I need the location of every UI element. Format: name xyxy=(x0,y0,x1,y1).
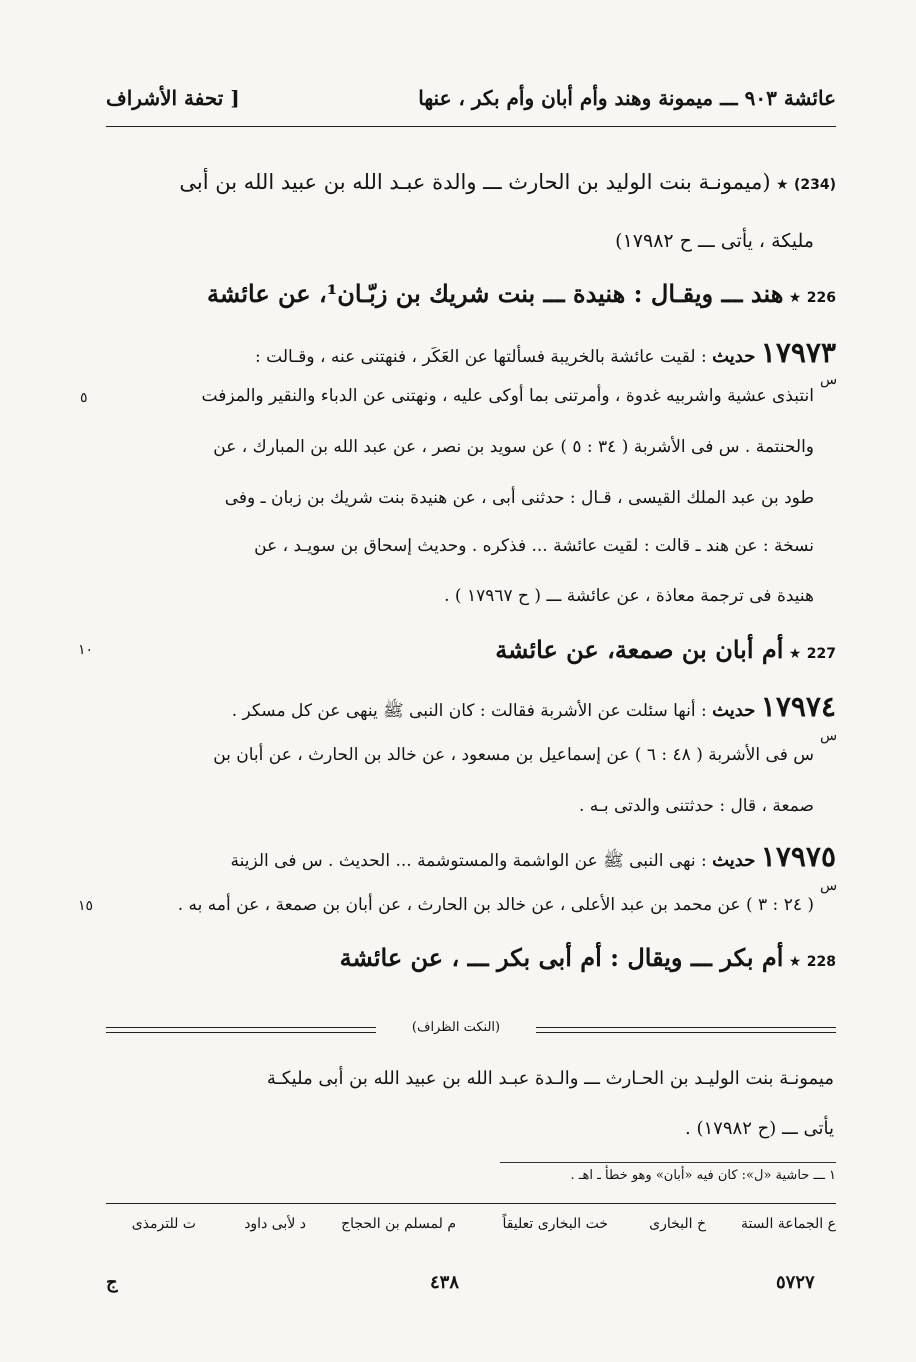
margin-line-number: ١٥ xyxy=(78,898,94,914)
entry-234-line-2 xyxy=(76,230,836,253)
entry-234-line-1 xyxy=(76,170,836,195)
nukat-text: ميمونـة بنت الوليـد بن الحـارث ـــ والـدة عبـد الله بن عبيد الله بن أبى مليكـة xyxy=(266,1068,834,1089)
footer-rule xyxy=(106,1203,836,1204)
hadith-17973-line-3 xyxy=(76,437,836,457)
star-icon: ★ xyxy=(788,646,802,662)
hadith-17973-line-1 xyxy=(76,336,836,370)
entry-228-title xyxy=(76,944,836,973)
hadith-17974-line-3 xyxy=(76,796,836,816)
entry-text: (ميمونـة بنت الوليد بن الحارث ـــ والدة عبـد الله بن عبيد الله بن أبى xyxy=(179,170,771,194)
hadith-number: ١٧٩٧٤ xyxy=(760,690,836,723)
footer-number-right: ٥٧٢٧ xyxy=(776,1272,815,1293)
margin-sigla: س xyxy=(820,372,838,388)
abbreviation-item: ت للترمذى xyxy=(131,1216,196,1232)
margin-line-number: ٥ xyxy=(80,390,88,406)
separator-rule xyxy=(106,1027,376,1033)
nukat-line-1 xyxy=(76,1068,836,1090)
hadith-number: ١٧٩٧٥ xyxy=(760,840,836,873)
header-rule xyxy=(106,126,836,127)
hadith-17974-line-2 xyxy=(76,745,836,765)
hadith-text: : لقيت عائشة بالخريبة فسألتها عن العَكَر ، فنهتنى عنه ، وقـالت : xyxy=(255,347,707,367)
hadith-label: حديث xyxy=(712,850,756,871)
entry-227-title xyxy=(76,636,836,665)
star-icon: ★ xyxy=(788,954,802,970)
abbreviation-item: ع الجماعة الستة xyxy=(740,1216,836,1232)
hadith-text: س فى الأشربة ( ٤٨ : ٦ ) عن إسماعيل بن مسعود ، عن خالد بن الحارث ، عن أبان بن xyxy=(213,745,814,765)
footnote-rule xyxy=(500,1162,836,1163)
margin-line-number: ١٠ xyxy=(78,642,94,658)
hadith-number: ١٧٩٧٣ xyxy=(760,336,836,369)
separator-rule xyxy=(536,1027,836,1033)
abbreviation-item: م لمسلم بن الحجاج xyxy=(341,1216,456,1232)
nukat-text: يأتى ـــ (ح ١٧٩٨٢) . xyxy=(685,1118,834,1139)
hadith-text: نسخة : عن هند ـ قالت : لقيت عائشة ... فذكره . وحديث إسحاق بن سويـد ، عن xyxy=(254,536,814,556)
hadith-text: ( ٢٤ : ٣ ) عن محمد بن عبد الأعلى ، عن خالد بن الحارث ، عن أبان بن صمعة ، عن أمه به . xyxy=(177,895,814,915)
hadith-17973-line-2 xyxy=(76,386,836,406)
hadith-label: حديث xyxy=(712,346,756,367)
header-title: عائشة ٩٠٣ ـــ ميمونة وهند وأم أبان وأم بكر ، عنها xyxy=(418,86,836,110)
hadith-17974-line-1 xyxy=(76,690,836,724)
running-header xyxy=(106,86,836,120)
star-icon: ★ xyxy=(788,290,802,306)
entry-title: أم بكر ـــ ويقال : أم أبى بكر ـــ ، عن عائشة xyxy=(339,943,784,972)
entry-226-title xyxy=(76,280,836,309)
nukat-line-2 xyxy=(76,1118,836,1140)
hadith-label: حديث xyxy=(712,700,756,721)
star-icon: ★ xyxy=(776,177,789,193)
hadith-text: طود بن عبد الملك القيسى ، قـال : حدثنى أبى ، عن هنيدة بنت شريك بن زبان ـ وفى xyxy=(224,488,814,508)
hadith-17973-line-5 xyxy=(76,536,836,556)
hadith-17975-line-1 xyxy=(76,840,836,874)
hadith-17973-line-6 xyxy=(76,586,836,606)
entry-number: 227 xyxy=(806,646,836,662)
entry-text: مليكة ، يأتى ـــ ح ١٧٩٨٢) xyxy=(615,230,814,252)
entry-number: 228 xyxy=(806,954,836,970)
abbreviation-item: خ البخارى xyxy=(649,1216,706,1232)
abbreviation-item: خت البخارى تعليقاً xyxy=(502,1216,608,1232)
entry-number: (234) xyxy=(793,177,836,193)
hadith-text: : نهى النبى ﷺ عن الواشمة والمستوشمة ... الحديث . س فى الزينة xyxy=(230,851,707,871)
nukat-separator xyxy=(106,1020,836,1040)
hadith-text: هنيدة فى ترجمة معاذة ، عن عائشة ـــ ( ح ١٧٩٦٧ ) . xyxy=(444,586,814,606)
hadith-text: والحنتمة . س فى الأشربة ( ٣٤ : ٥ ) عن سويد بن نصر ، عن عبد الله بن المبارك ، عن xyxy=(213,437,814,457)
entry-title: هند ـــ ويقـال : هنيدة ـــ بنت شريك بن زبّـان¹، عن عائشة xyxy=(207,279,784,308)
hadith-text: انتبذى عشية واشربيه غدوة ، وأمرتنى بما أوكى عليه ، ونهتنى عن الدباء والنقير والمزفت xyxy=(201,386,814,406)
footnote-text: ١ ـــ حاشية «ل»: كان فيه «أبان» وهو خطأ ـ اهـ . xyxy=(570,1168,836,1183)
separator-title: (النكت الظراف) xyxy=(411,1020,501,1035)
abbreviation-item: د لأبى داود xyxy=(244,1216,306,1232)
entry-title: أم أبان بن صمعة، عن عائشة xyxy=(495,635,784,664)
abbreviation-key xyxy=(106,1216,836,1240)
margin-sigla: س xyxy=(820,728,838,744)
margin-sigla: س xyxy=(820,878,838,894)
footnote xyxy=(76,1168,836,1184)
header-book-title: [ تحفة الأشراف xyxy=(106,86,240,110)
footer-volume-mark: ج xyxy=(106,1272,118,1293)
hadith-17975-line-2 xyxy=(76,895,836,915)
hadith-text: : أنها سئلت عن الأشربة فقالت : كان النبى ﷺ ينهى عن كل مسكر . xyxy=(231,701,707,721)
entry-number: 226 xyxy=(806,290,836,306)
hadith-17973-line-4 xyxy=(76,488,836,508)
page-number: ٤٣٨ xyxy=(430,1272,460,1293)
hadith-text: صمعة ، قال : حدثتنى والدتى بـه . xyxy=(578,796,814,816)
